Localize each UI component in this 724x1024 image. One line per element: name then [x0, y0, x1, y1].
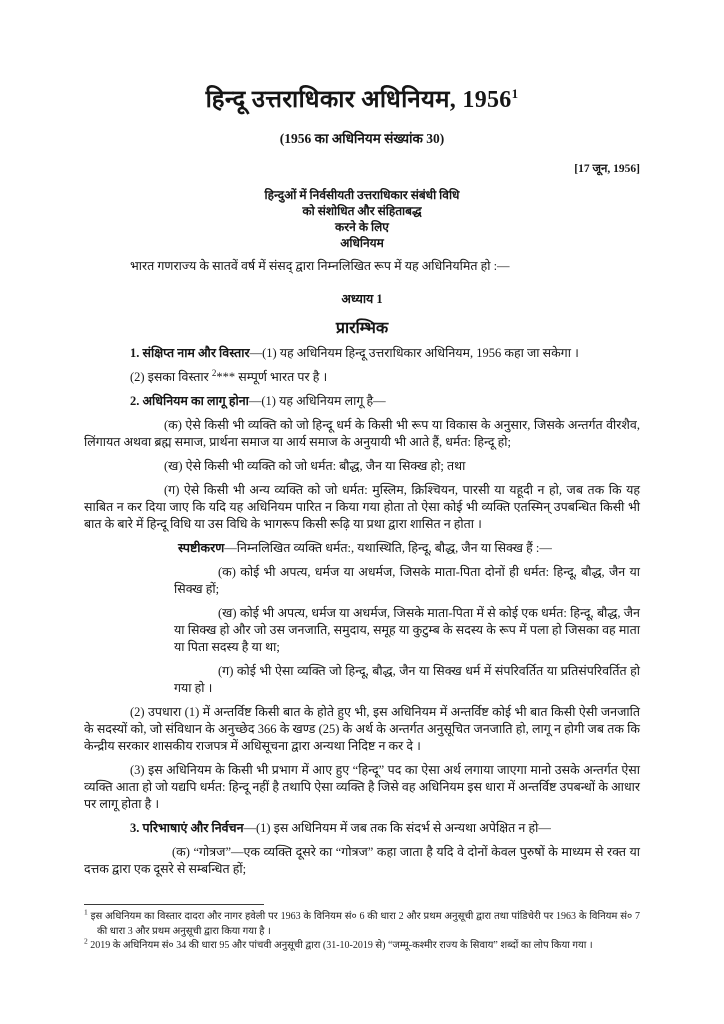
section-2-sub-2: (2) उपधारा (1) में अन्तर्विष्ट किसी बात के होते हुए भी, इस अधिनियम में अन्तर्विष्ट कोई भी बात किसी ऐसी जनजाति के सदस्यों को, जो संविधान के अनुच्छेद 366 के खण्ड (25) के अर्थ के अन्तर्गत अनुसूचित जनजाति हो, लागू न होगी जब तक कि केन्द्रीय सरकार शासकीय राजपत्र में अधिसूचना द्वारा अन्यथा निदिष्ट न कर दे ।	[84, 705, 640, 753]
section-3	[84, 820, 640, 837]
explanation-heading: स्पष्टीकरण	[178, 541, 225, 555]
act-title	[84, 82, 640, 115]
section-3-clause-ka: (क) “गोत्रज”—एक व्यक्ति दूसरे का “गोत्रज” कहा जाता है यदि वे दोनों केवल पुरुषों के माध्यम से रक्त या दत्तक द्वारा एक दूसरे से सम्बन्धित हों;	[84, 845, 640, 876]
section-2-clause-kha: (ख) ऐसे किसी भी व्यक्ति को जो धर्मत: बौद्ध, जैन या सिक्ख हो; तथा	[164, 459, 466, 473]
section-1	[84, 345, 640, 362]
preamble-line-4: अधिनियम	[340, 236, 384, 250]
preamble-line-1: हिन्दुओं में निर्वसीयती उत्तराधिकार संबंधी विधि	[264, 188, 460, 202]
footnote-2	[84, 936, 640, 954]
footnote-2-text: 2019 के अधिनियम सं० 34 की धारा 95 और पांचवी अनुसूची द्वारा (31-10-2019 से) “जम्मू-कश्मीर राज्य के सिवाय” शब्दों का लोप किया गया ।	[90, 940, 593, 951]
section-2-text: —(1) यह अधिनियम लागू है—	[248, 394, 386, 408]
footnote-divider	[84, 904, 264, 905]
footnote-1-text: इस अधिनियम का विस्तार दादरा और नागर हवेली पर 1963 के विनियम सं० 6 की धारा 2 और प्रथम अनुसूची द्वारा तथा पांडिचेरी पर 1963 के विनियम सं० 7 की धारा 3 और प्रथम अनुसूची द्वारा किया गया है ।	[90, 911, 640, 937]
section-2-clause-ka: (क) ऐसे किसी भी व्यक्ति को जो हिन्दू धर्म के किसी भी रूप या विकास के अनुसार, जिसके अन्तर्गत वीरशैव, लिंगायत अथवा ब्रह्म समाज, प्रार्थना समाज या आर्य समाज के अनुयायी भी आते हैं, धर्मत: हिन्दू हो;	[84, 418, 640, 449]
explanation	[84, 540, 640, 557]
title-footnote-ref: 1	[511, 86, 519, 101]
preamble-line-2: को संशोधित और संहिताबद्ध	[302, 204, 422, 218]
footnotes-block	[84, 904, 640, 954]
explanation-clause-kha: (ख) कोई भी अपत्य, धर्मज या अधर्मज, जिसके माता-पिता में से कोई एक धर्मत: हिन्दू, बौद्ध, जैन या सिक्ख हो और जो उस जनजाति, समुदाय, समूह या कुटुम्ब के सदस्य के रूप में पला हो जिसका वह माता या पिता सदस्य है या था;	[174, 606, 640, 654]
assent-date: [17 जून, 1956]	[574, 163, 640, 175]
section-2-sub-3: (3) इस अधिनियम के किसी भी प्रभाग में आए हुए “हिन्दू” पद का ऐसा अर्थ लगाया जाएगा मानो उसके अन्तर्गत ऐसा व्यक्ति आता हो जो यद्यपि धर्मत: हिन्दू नहीं है तथापि ऐसा व्यक्ति है जिसे वह अधिनियम इस धारा में अन्तर्विष्ट उपबन्धों के आधार पर लागू होता है ।	[84, 763, 640, 811]
footnote-1	[84, 907, 640, 939]
section-3-text: —(1) इस अधिनियम में जब तक कि संदर्भ से अन्यथा अपेक्षित न हो—	[243, 821, 551, 835]
section-1-sub-2	[84, 369, 640, 386]
footnote-1-ref: 1	[84, 907, 88, 917]
section-2-heading: 2. अधिनियम का लागू होना	[130, 394, 249, 408]
chapter-heading: प्रारम्भिक	[335, 320, 389, 337]
section-1-sub-2-post: *** सम्पूर्ण भारत पर है ।	[216, 370, 328, 384]
section-1-text: —(1) यह अधिनियम हिन्दू उत्तराधिकार अधिनियम, 1956 कहा जा सकेगा ।	[249, 346, 579, 360]
act-title-text: हिन्दू उत्तराधिकार अधिनियम, 1956	[205, 87, 512, 113]
preamble	[84, 187, 640, 251]
explanation-clause-ka: (क) कोई भी अपत्य, धर्मज या अधर्मज, जिसके माता-पिता दोनों ही धर्मत: हिन्दू, बौद्ध, जैन या सिक्ख हों;	[174, 565, 640, 596]
section-3-heading: 3. परिभाषाएं और निर्वचन	[130, 821, 244, 835]
footnote-ref-2-marker: 2	[211, 367, 217, 378]
chapter-number: अध्याय 1	[341, 292, 383, 306]
explanation-clause-ga: (ग) कोई भी ऐसा व्यक्ति जो हिन्दू, बौद्ध, जैन या सिक्ख धर्म में संपरिवर्तित या प्रतिसंपरिवर्तित हो गया हो ।	[174, 664, 640, 695]
act-number-line: (1956 का अधिनियम संख्यांक 30)	[279, 131, 445, 146]
preamble-line-3: करने के लिए	[335, 220, 389, 234]
act-content	[84, 0, 640, 878]
enacting-clause: भारत गणराज्य के सातवें वर्ष में संसद् द्वारा निम्नलिखित रूप में यह अधिनियमित हो :—	[130, 259, 510, 273]
section-2-clause-ga: (ग) ऐसे किसी भी अन्य व्यक्ति को जो धर्मत: मुस्लिम, क्रिश्चियन, पारसी या यहूदी न हो, जब तक कि यह साबित न कर दिया जाए कि यदि यह अधिनियम पारित न किया गया होता तो ऐसा कोई भी व्यक्ति एतस्मिन् उपबन्धित किसी भी बात के बारे में हिन्दू विधि या उस विधि के भागरूप किसी रूढ़ि या प्रथा द्वारा शासित न होता ।	[84, 483, 640, 531]
section-2	[84, 393, 640, 410]
section-1-sub-2-pre: (2) इसका विस्तार	[130, 370, 212, 384]
footnote-2-ref: 2	[84, 936, 88, 946]
explanation-text: —निम्नलिखित व्यक्ति धर्मत:, यथास्थिति, हिन्दू, बौद्ध, जैन या सिक्ख हैं :—	[224, 541, 552, 555]
section-1-heading: 1. संक्षिप्त नाम और विस्तार	[130, 346, 250, 360]
